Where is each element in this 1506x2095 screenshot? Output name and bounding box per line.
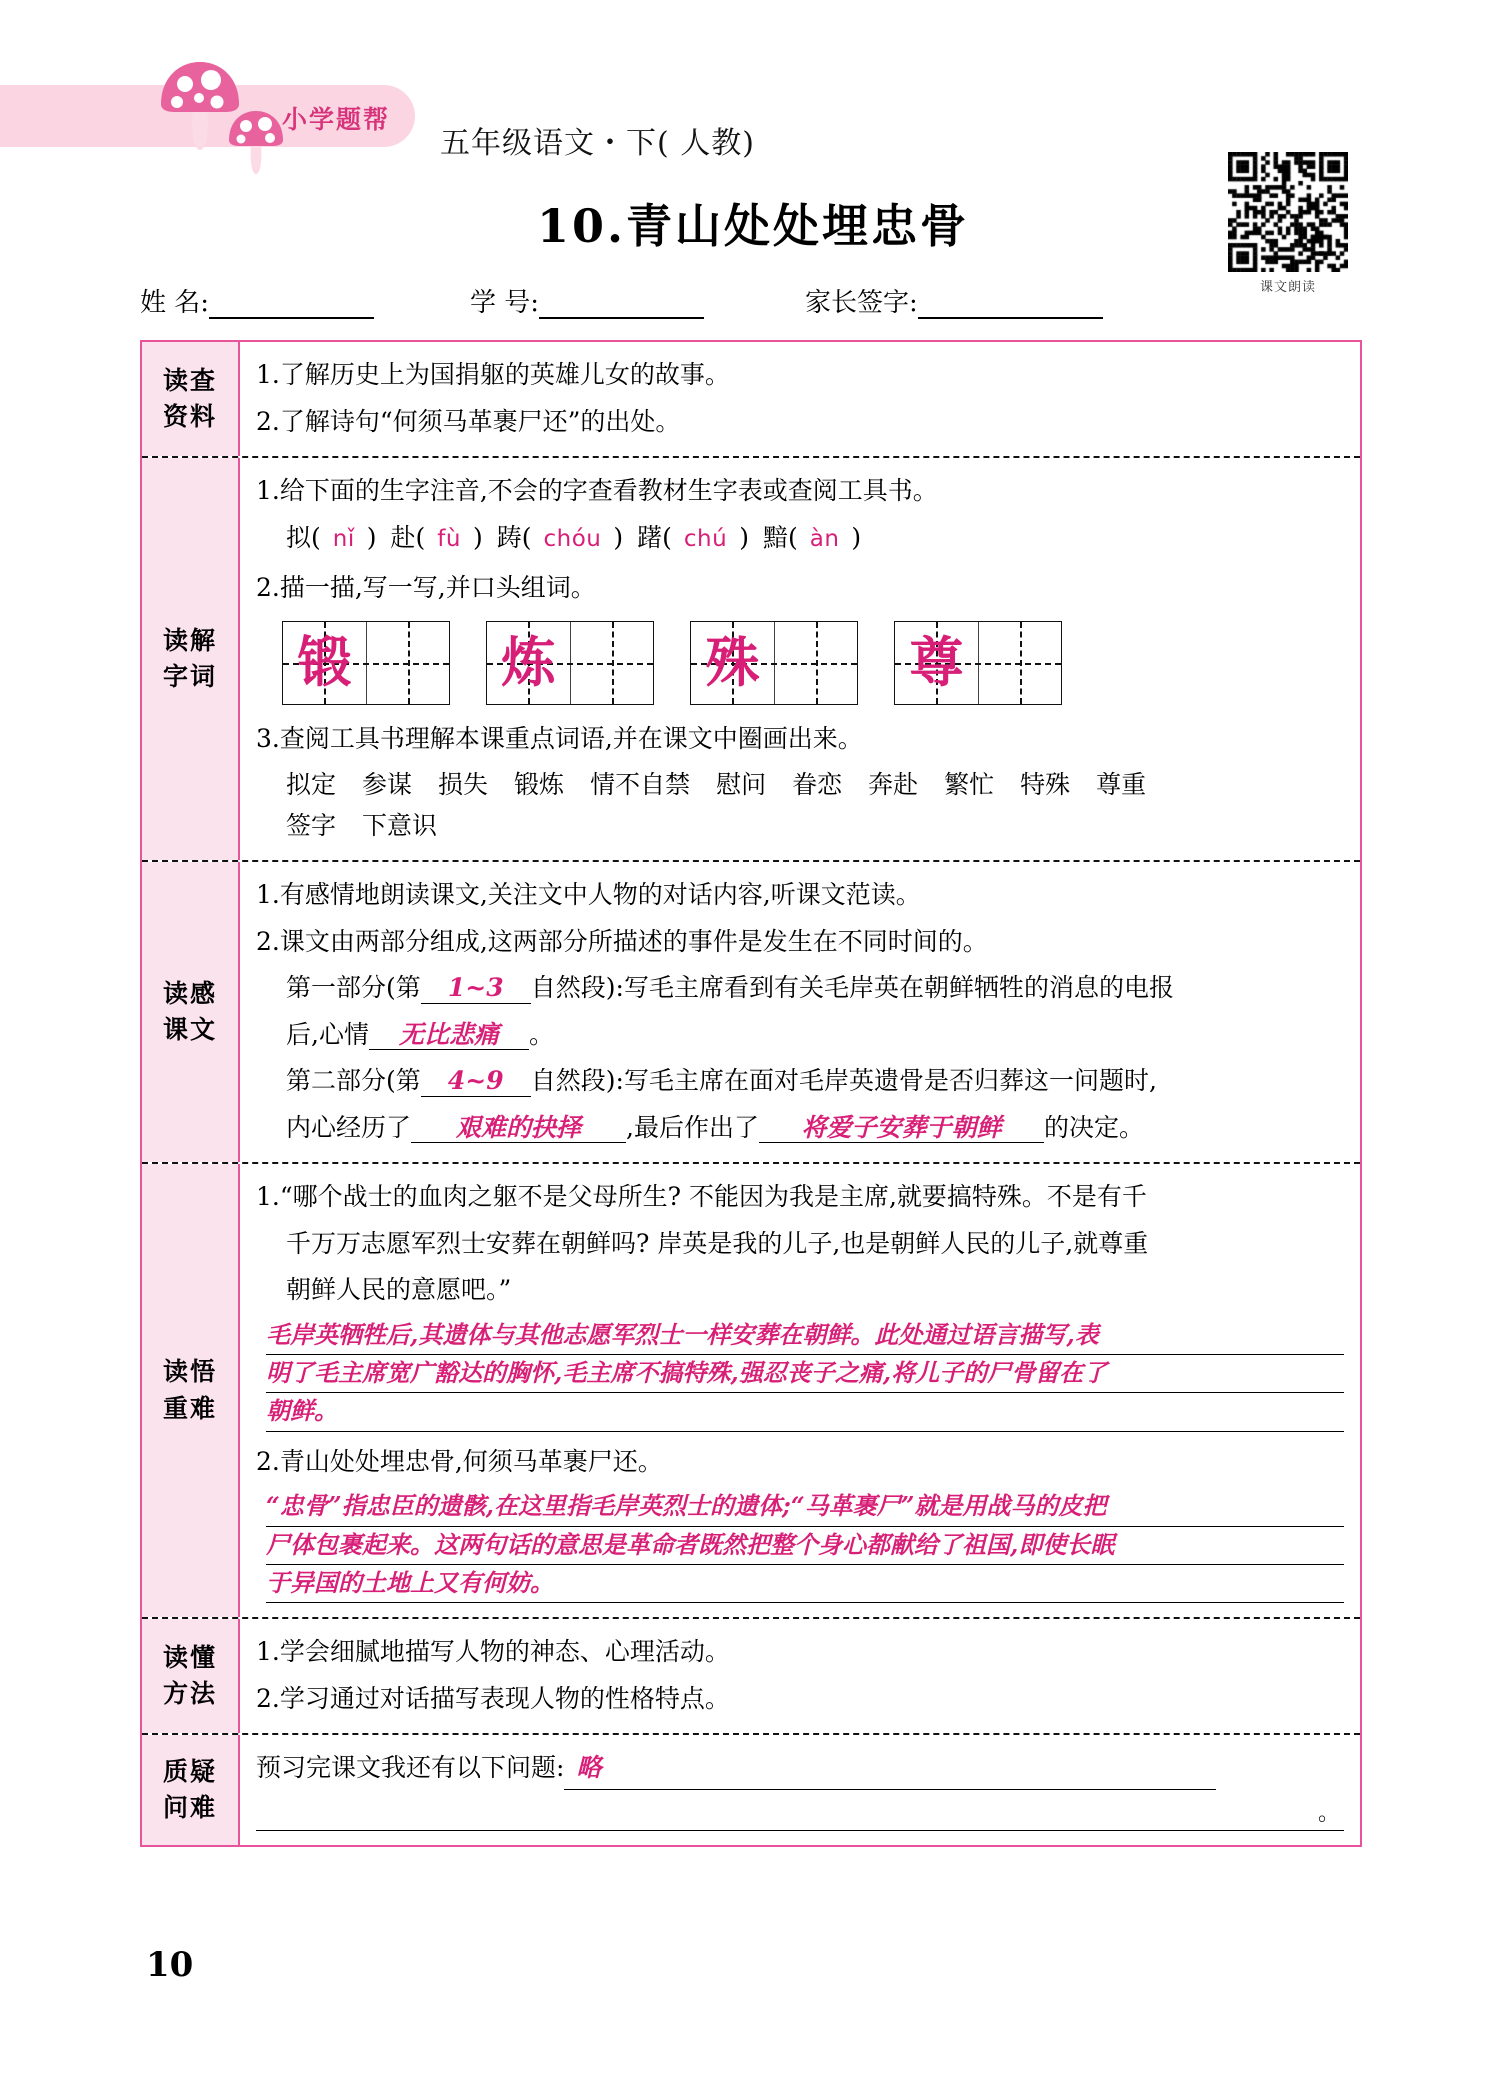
parent-signature-label: 家长签字: <box>805 288 918 318</box>
row-content-questions <box>240 1735 1360 1845</box>
student-info-row <box>140 282 1260 322</box>
row-label-line1: 读解 <box>162 625 217 655</box>
qr-code-label: 课文朗读 <box>1259 280 1316 295</box>
key-word-list <box>256 765 1344 846</box>
part1-tail-prefix: 后,心情 <box>286 1019 369 1049</box>
pinyin-answer[interactable]: àn <box>809 525 840 552</box>
keypoint-q2: 2.青山处处埋忠骨,何须马革裹尸还。 <box>256 1446 663 1476</box>
keypoint-q1-line-1: 1.“哪个战士的血肉之躯不是父母所生? 不能因为我是主席,就要搞特殊。不是有千 <box>256 1182 1147 1211</box>
character-practice-box[interactable] <box>282 621 450 705</box>
pinyin-answer[interactable]: chóu <box>543 525 602 552</box>
keypoint-a1-line-2[interactable]: 明了毛主席宽广豁达的胸怀,毛主席不搞特殊,强忍丧子之痛,将儿子的尸骨留在了 <box>266 1355 1344 1393</box>
key-word: 下意识 <box>362 810 438 840</box>
questions-end-mark: 。 <box>1317 1801 1340 1827</box>
pinyin-item[interactable] <box>763 518 861 559</box>
key-word-line-2 <box>286 806 1344 847</box>
row-label-line1: 读感 <box>162 978 217 1008</box>
practice-character: 尊 <box>909 629 964 694</box>
character-practice-row <box>256 621 1344 705</box>
qr-code-block[interactable] <box>1224 152 1352 295</box>
parent-signature-field[interactable] <box>805 282 1103 319</box>
qr-code-icon[interactable] <box>1228 152 1348 272</box>
character-practice-box[interactable] <box>486 621 654 705</box>
questions-blank-line[interactable] <box>256 1796 1344 1831</box>
keypoint-a1-line-3[interactable]: 朝鲜。 <box>266 1393 1344 1431</box>
key-word: 特殊 <box>1020 770 1071 799</box>
pinyin-char: 踌( <box>496 522 532 552</box>
row-label-keypoints <box>142 1164 240 1617</box>
pinyin-item[interactable] <box>497 518 623 559</box>
pinyin-close-paren: ) <box>851 522 862 552</box>
part2-tail-post: 的决定。 <box>1043 1112 1144 1142</box>
part2-decision-blank[interactable]: 将爱子安葬于朝鲜 <box>759 1114 1044 1144</box>
key-word: 签字 <box>286 810 337 840</box>
brand-label: 小学题帮 <box>282 105 391 134</box>
table-row-comprehension <box>142 862 1360 1164</box>
row-label-line1: 读懂 <box>162 1643 217 1673</box>
practice-character: 锻 <box>297 629 352 694</box>
row-content-keypoints <box>240 1164 1360 1617</box>
comprehension-part1-tail <box>256 1015 1344 1056</box>
student-id-label: 学 号: <box>470 288 540 318</box>
page-number: 10 <box>146 1945 194 1985</box>
key-word: 眷恋 <box>792 770 843 799</box>
key-word: 繁忙 <box>944 770 995 799</box>
name-label: 姓 名: <box>140 288 210 318</box>
questions-answer-input[interactable]: 略 <box>564 1748 1216 1790</box>
student-id-field[interactable] <box>470 282 704 319</box>
part1-tail-post: 。 <box>528 1019 554 1049</box>
page-title: 10.青山处处埋忠骨 <box>536 199 970 253</box>
row-label-line2: 问难 <box>162 1793 217 1823</box>
part2-tail-middle: ,最后作出了 <box>626 1112 759 1142</box>
row-label-comprehension <box>142 862 240 1162</box>
row-label-line2: 资料 <box>162 402 217 431</box>
row-content-comprehension <box>240 862 1360 1162</box>
pinyin-item[interactable] <box>286 518 377 559</box>
name-input[interactable] <box>209 289 374 319</box>
row-label-research <box>142 342 240 456</box>
part1-paragraph-blank[interactable]: 1~3 <box>421 974 531 1004</box>
page-header <box>0 30 1506 161</box>
research-item-1: 1.了解历史上为国捐躯的英雄儿女的故事。 <box>256 360 730 389</box>
mushroom-icon-small <box>225 108 287 184</box>
pinyin-char: 拟( <box>286 522 321 552</box>
keypoint-q1-line-2: 千万万志愿军烈士安葬在朝鲜吗? 岸英是我的儿子,也是朝鲜人民的儿子,就尊重 <box>286 1228 1149 1258</box>
character-practice-box[interactable] <box>894 621 1062 705</box>
pinyin-char: 黯( <box>762 522 798 552</box>
table-row-methods <box>142 1619 1360 1735</box>
pinyin-close-paren: ) <box>366 522 377 552</box>
method-item-2: 2.学习通过对话描写表现人物的性格特点。 <box>256 1683 730 1713</box>
part2-paragraph-blank[interactable]: 4~9 <box>421 1067 531 1097</box>
row-content-methods <box>240 1619 1360 1733</box>
pinyin-item[interactable] <box>637 518 749 559</box>
key-word: 损失 <box>438 770 489 799</box>
research-item-2: 2.了解诗句“何须马革裹尸还”的出处。 <box>256 406 681 436</box>
part1-prefix: 第一部分(第 <box>286 973 421 1002</box>
row-label-line1: 质疑 <box>162 1756 217 1786</box>
method-item-1: 1.学会细腻地描写人物的神态、心理活动。 <box>256 1637 730 1667</box>
part2-tail-prefix: 内心经历了 <box>286 1112 412 1142</box>
key-word: 尊重 <box>1096 770 1147 799</box>
pinyin-char: 赴( <box>390 522 426 552</box>
pinyin-item[interactable] <box>391 518 483 559</box>
row-label-methods <box>142 1619 240 1733</box>
comprehension-item-2: 2.课文由两部分组成,这两部分所描述的事件是发生在不同时间的。 <box>256 926 988 956</box>
practice-cell[interactable] <box>570 622 654 704</box>
pinyin-close-paren: ) <box>613 522 624 552</box>
key-word: 情不自禁 <box>590 770 691 799</box>
table-row-research <box>142 342 1360 458</box>
practice-cell[interactable] <box>366 622 450 704</box>
part2-choice-blank[interactable]: 艰难的抉择 <box>411 1114 626 1144</box>
key-word: 锻炼 <box>514 770 565 799</box>
character-practice-box[interactable] <box>690 621 858 705</box>
comprehension-item-1: 1.有感情地朗读课文,关注文中人物的对话内容,听课文范读。 <box>256 880 921 909</box>
table-row-vocab <box>142 458 1360 862</box>
row-label-line1: 读悟 <box>162 1357 217 1387</box>
keypoint-a1[interactable] <box>256 1317 1344 1432</box>
comprehension-part1 <box>256 968 1344 1009</box>
practice-character: 殊 <box>705 629 760 694</box>
keypoint-a2[interactable] <box>256 1488 1344 1603</box>
comprehension-part2-tail <box>256 1108 1344 1149</box>
part2-prefix: 第二部分(第 <box>286 1066 421 1095</box>
keypoint-a2-line-2[interactable]: 尸体包裹起来。这两句话的意思是革命者既然把整个身心都献给了祖国,即使长眠 <box>266 1527 1344 1565</box>
part1-middle: 自然段):写毛主席看到有关毛岸英在朝鲜牺牲的消息的电报 <box>530 973 1174 1002</box>
vocab-question-3: 3.查阅工具书理解本课重点词语,并在课文中圈画出来。 <box>256 723 863 753</box>
row-content-vocab <box>240 458 1360 860</box>
practice-character: 炼 <box>501 629 556 694</box>
questions-prompt-row <box>256 1748 1344 1790</box>
worksheet-table <box>140 340 1362 1847</box>
key-word: 参谋 <box>362 770 413 799</box>
key-word: 慰问 <box>716 770 767 799</box>
pinyin-answer[interactable]: chú <box>683 525 728 552</box>
keypoint-a2-line-1[interactable]: “忠骨”指忠臣的遗骸,在这里指毛岸英烈士的遗体;“马革裹尸”就是用战马的皮把 <box>266 1488 1344 1526</box>
questions-prompt: 预习完课文我还有以下问题: <box>256 1753 565 1783</box>
comprehension-part2 <box>256 1061 1344 1102</box>
name-field[interactable] <box>140 282 374 319</box>
vocab-question-2: 2.描一描,写一写,并口头组词。 <box>256 573 596 602</box>
row-label-line2: 重难 <box>162 1393 217 1423</box>
student-id-input[interactable] <box>539 289 704 319</box>
keypoint-a2-line-3[interactable]: 于异国的土地上又有何妨。 <box>266 1565 1344 1603</box>
book-title: 五年级语文・下( 人教) <box>440 126 755 161</box>
pinyin-answer[interactable]: fù <box>437 525 461 552</box>
row-label-line2: 课文 <box>162 1015 217 1044</box>
parent-signature-input[interactable] <box>918 289 1103 319</box>
pinyin-answer[interactable]: nǐ <box>332 525 355 552</box>
row-label-line1: 读查 <box>162 365 217 395</box>
row-label-line2: 方法 <box>162 1679 217 1709</box>
table-row-questions <box>142 1735 1360 1845</box>
table-row-keypoints <box>142 1164 1360 1619</box>
key-word: 拟定 <box>286 770 337 799</box>
row-label-vocab <box>142 458 240 860</box>
part1-mood-blank[interactable]: 无比悲痛 <box>369 1021 529 1051</box>
row-content-research <box>240 342 1360 456</box>
practice-cell[interactable] <box>978 622 1062 704</box>
part2-middle: 自然段):写毛主席在面对毛岸英遗骨是否归葬这一问题时, <box>530 1066 1157 1095</box>
keypoint-q1-line-3: 朝鲜人民的意愿吧。” <box>286 1275 512 1304</box>
vocab-question-1: 1.给下面的生字注音,不会的字查看教材生字表或查阅工具书。 <box>256 476 938 505</box>
pinyin-close-paren: ) <box>472 522 483 552</box>
practice-cell[interactable] <box>774 622 858 704</box>
pinyin-answer-row <box>256 518 1344 559</box>
keypoint-a1-line-1[interactable]: 毛岸英牺牲后,其遗体与其他志愿军烈士一样安葬在朝鲜。此处通过语言描写,表 <box>266 1317 1344 1355</box>
key-word-line-1 <box>286 765 1344 806</box>
row-label-questions <box>142 1735 240 1845</box>
row-label-line2: 字词 <box>162 662 217 691</box>
pinyin-char: 躇( <box>637 522 672 552</box>
key-word: 奔赴 <box>868 770 919 799</box>
pinyin-close-paren: ) <box>739 522 749 552</box>
